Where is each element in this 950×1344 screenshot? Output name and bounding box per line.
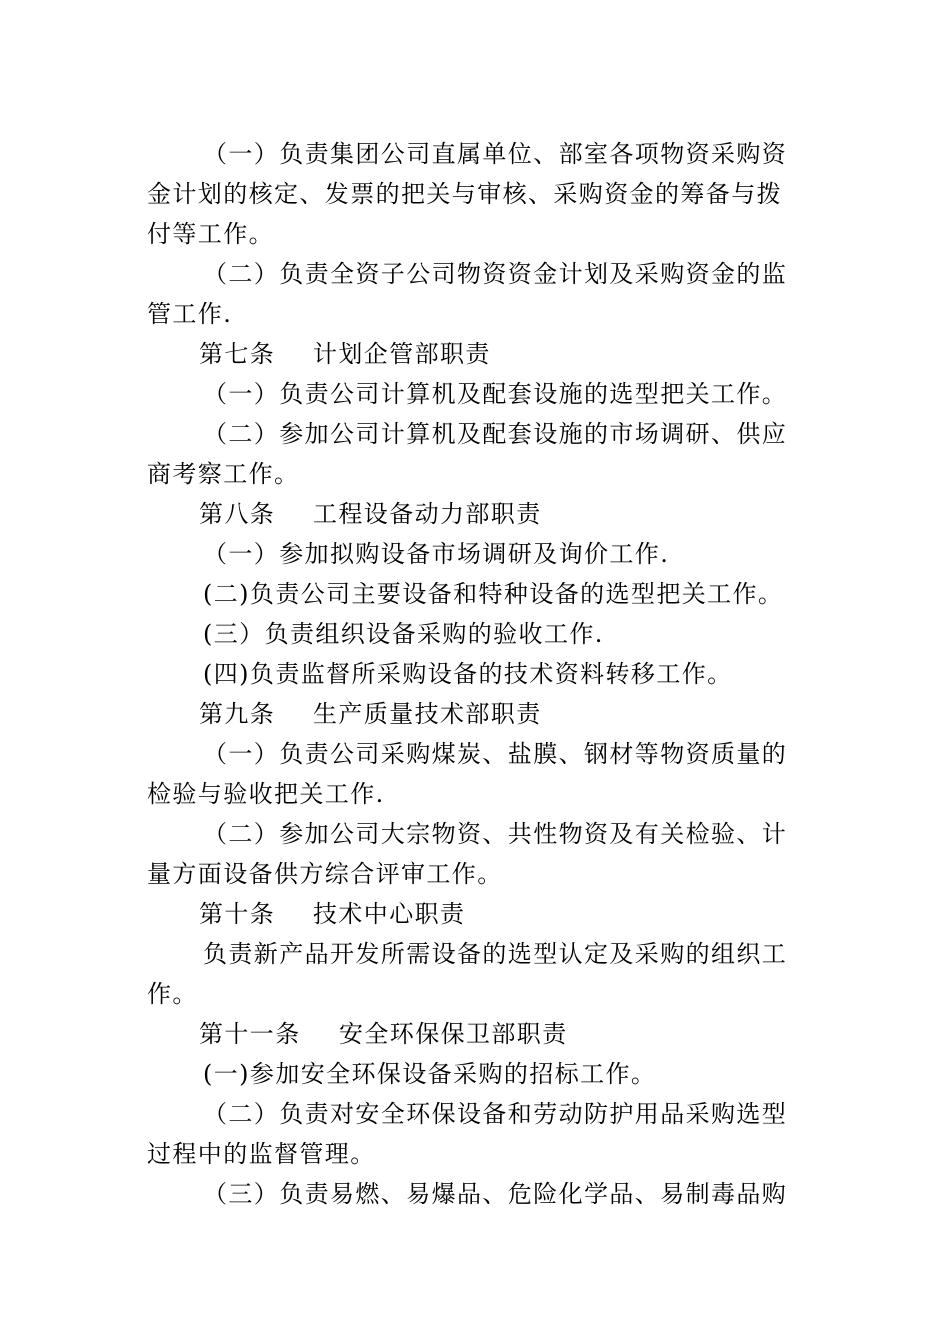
article-heading bbox=[147, 694, 797, 734]
article-title: 技术中心职责 bbox=[313, 900, 466, 928]
article-heading bbox=[147, 494, 797, 534]
article-number: 第九条 bbox=[199, 700, 276, 728]
paragraph: (四)负责监督所采购设备的技术资料转移工作。 bbox=[203, 660, 733, 688]
paragraph: 负责新产品开发所需设备的选型认定及采购的组织工作。 bbox=[147, 940, 788, 1008]
article-heading bbox=[147, 334, 797, 374]
article-heading bbox=[147, 894, 797, 934]
paragraph: （二）负责全资子公司物资资金计划及采购资金的监管工作. bbox=[147, 260, 788, 328]
article-number: 第十一条 bbox=[199, 1020, 301, 1048]
paragraph: （一）参加拟购设备市场调研及询价工作. bbox=[203, 540, 670, 568]
paragraph: （二）参加公司大宗物资、共性物资及有关检验、计量方面设备供方综合评审工作。 bbox=[147, 820, 788, 888]
paragraph: （三）负责易燃、易爆品、危险化学品、易制毒品购 bbox=[203, 1180, 788, 1208]
paragraph: （二）负责对安全环保设备和劳动防护用品采购选型过程中的监督管理。 bbox=[147, 1100, 788, 1168]
paragraph: （二）参加公司计算机及配套设施的市场调研、供应商考察工作。 bbox=[147, 420, 788, 488]
paragraph: (一)参加安全环保设备采购的招标工作。 bbox=[203, 1060, 657, 1088]
article-number: 第七条 bbox=[199, 340, 276, 368]
document-body bbox=[147, 134, 797, 1214]
article-heading bbox=[147, 1014, 797, 1054]
paragraph: （一）负责公司采购煤炭、盐膜、钢材等物资质量的检验与验收把关工作. bbox=[147, 740, 788, 808]
article-title: 计划企管部职责 bbox=[313, 340, 491, 368]
article-title: 工程设备动力部职责 bbox=[313, 500, 542, 528]
paragraph: (二)负责公司主要设备和特种设备的选型把关工作。 bbox=[203, 580, 784, 608]
article-title: 生产质量技术部职责 bbox=[313, 700, 542, 728]
article-number: 第八条 bbox=[199, 500, 276, 528]
paragraph: （一）负责公司计算机及配套设施的选型把关工作。 bbox=[203, 380, 788, 408]
article-title: 安全环保保卫部职责 bbox=[339, 1020, 568, 1048]
article-number: 第十条 bbox=[199, 900, 276, 928]
paragraph: (三）负责组织设备采购的验收工作. bbox=[203, 620, 604, 648]
paragraph: （一）负责集团公司直属单位、部室各项物资采购资金计划的核定、发票的把关与审核、采购资金的筹备与拨付等工作。 bbox=[147, 140, 788, 248]
